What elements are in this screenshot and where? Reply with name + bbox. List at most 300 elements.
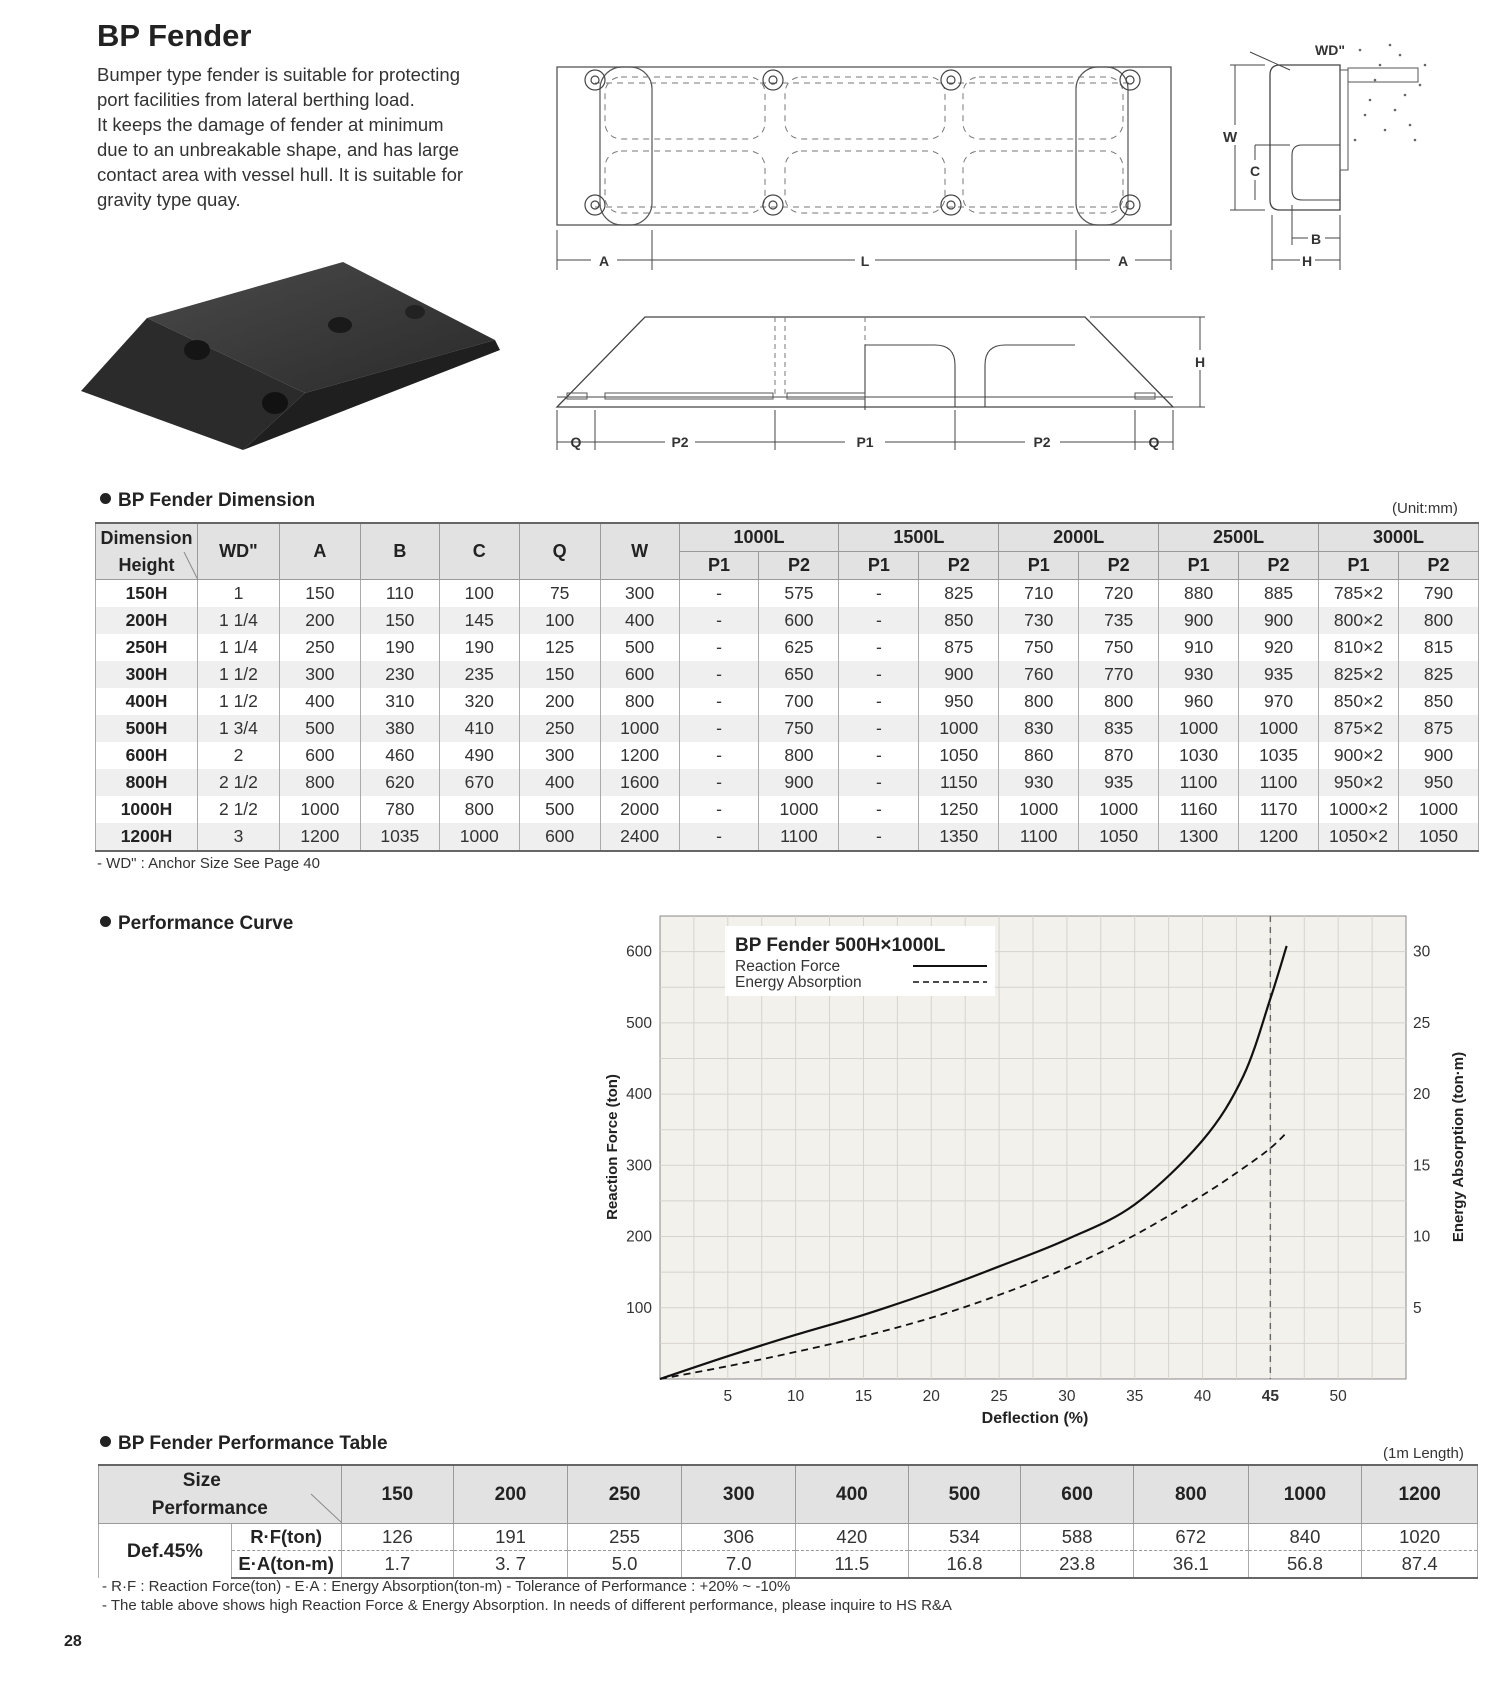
table-cell: 900: [919, 661, 999, 688]
y-tick-label: 100: [626, 1299, 652, 1317]
x-tick-label: 45: [1261, 1388, 1279, 1405]
table-cell: 600: [279, 742, 360, 769]
table-cell: 825×2: [1319, 661, 1399, 688]
table-cell: 870: [1079, 742, 1159, 769]
table-cell: 400: [600, 607, 679, 634]
table-cell: 900: [1159, 607, 1239, 634]
x-tick-label: 20: [922, 1388, 940, 1405]
table-cell: 875: [919, 634, 999, 661]
rf-label: R·F(ton): [231, 1524, 341, 1551]
table-cell: 760: [999, 661, 1079, 688]
description-line: due to an unbreakable shape, and has large: [97, 139, 460, 160]
page-title: BP Fender: [97, 18, 252, 53]
table-cell: -: [679, 688, 759, 715]
corner-bottom-label: Performance: [151, 1497, 268, 1519]
table-cell: 1050: [1398, 823, 1478, 851]
table-cell: 1350: [919, 823, 999, 851]
subheader-p2: P2: [1239, 552, 1319, 580]
size-header: 200: [454, 1465, 568, 1524]
dimension-unit: (Unit:mm): [1392, 500, 1458, 517]
subheader-p2: P2: [1079, 552, 1159, 580]
table-cell: 750: [1079, 634, 1159, 661]
y-tick-label: 600: [626, 943, 652, 961]
table-cell: 800: [279, 769, 360, 796]
table-cell: 620: [360, 769, 439, 796]
row-height-label: 800H: [96, 769, 198, 796]
legend-label-reaction-force: Reaction Force: [735, 958, 841, 975]
table-cell: 780: [360, 796, 439, 823]
table-cell: 490: [439, 742, 519, 769]
table-cell: 930: [999, 769, 1079, 796]
table-cell: 1160: [1159, 796, 1239, 823]
table-cell: 1150: [919, 769, 999, 796]
subheader-p1: P1: [679, 552, 759, 580]
row-height-label: 200H: [96, 607, 198, 634]
table-cell: 110: [360, 580, 439, 608]
ea-value: 3. 7: [454, 1551, 568, 1579]
table-cell: 1000: [1398, 796, 1478, 823]
table-cell: 1050: [1079, 823, 1159, 851]
x-tick-label: 5: [723, 1388, 733, 1405]
table-cell: -: [839, 796, 919, 823]
table-cell: 1200: [1239, 823, 1319, 851]
table-cell: 1000: [1079, 796, 1159, 823]
table-cell: 1 1/2: [197, 688, 279, 715]
table-cell: -: [839, 634, 919, 661]
column-header: A: [279, 523, 360, 580]
table-cell: 960: [1159, 688, 1239, 715]
table-cell: 1 1/4: [197, 607, 279, 634]
table-cell: 125: [519, 634, 600, 661]
fender-product-image: [75, 255, 505, 455]
description-line: It keeps the damage of fender at minimum: [97, 114, 444, 135]
table-cell: -: [679, 580, 759, 608]
table-cell: 800: [759, 742, 839, 769]
row-height-label: 250H: [96, 634, 198, 661]
table-cell: 300: [279, 661, 360, 688]
table-cell: 880: [1159, 580, 1239, 608]
subheader-p1: P1: [839, 552, 919, 580]
table-cell: -: [679, 742, 759, 769]
dimension-header-row: [96, 523, 1479, 552]
table-cell: 250: [279, 634, 360, 661]
table-cell: -: [679, 796, 759, 823]
rf-value: 588: [1021, 1524, 1134, 1551]
table-cell: 1 1/4: [197, 634, 279, 661]
table-cell: 1035: [1239, 742, 1319, 769]
rf-value: 126: [341, 1524, 454, 1551]
x-tick-label: 25: [990, 1388, 1008, 1405]
y2-tick-label: 10: [1413, 1228, 1431, 1246]
dimension-table-body: [96, 580, 1479, 852]
y-tick-label: 500: [626, 1014, 652, 1032]
table-cell: 850: [1398, 688, 1478, 715]
table-row: [96, 661, 1479, 688]
table-cell: 1200: [600, 742, 679, 769]
corner-top-label: Size: [182, 1469, 221, 1491]
table-cell: 2: [197, 742, 279, 769]
row-height-label: 400H: [96, 688, 198, 715]
table-cell: 700: [759, 688, 839, 715]
table-cell: -: [839, 742, 919, 769]
rf-value: 672: [1133, 1524, 1248, 1551]
table-cell: 1035: [360, 823, 439, 851]
table-cell: 1100: [759, 823, 839, 851]
table-cell: -: [839, 607, 919, 634]
row-height-label: 1200H: [96, 823, 198, 851]
table-cell: 500: [279, 715, 360, 742]
table-cell: 935: [1079, 769, 1159, 796]
ea-value: 23.8: [1021, 1551, 1134, 1579]
row-height-label: 500H: [96, 715, 198, 742]
table-cell: 235: [439, 661, 519, 688]
table-cell: -: [839, 769, 919, 796]
table-cell: 875×2: [1319, 715, 1399, 742]
subheader-p2: P2: [1398, 552, 1478, 580]
deflection-label: Def.45%: [99, 1524, 232, 1579]
dimension-table: [95, 522, 1479, 852]
table-cell: -: [679, 769, 759, 796]
table-cell: 825: [1398, 661, 1478, 688]
dim-label: H: [1195, 354, 1205, 370]
performance-section-title: BP Fender Performance Table: [100, 1433, 388, 1455]
table-cell: 575: [759, 580, 839, 608]
table-row: [96, 580, 1479, 608]
rf-value: 306: [682, 1524, 796, 1551]
group-header: 3000L: [1319, 523, 1479, 552]
dim-label: Q: [1148, 434, 1160, 450]
table-cell: 500: [600, 634, 679, 661]
table-cell: 950: [919, 688, 999, 715]
table-cell: 950: [1398, 769, 1478, 796]
top-view-drawing: [545, 55, 1185, 280]
table-cell: -: [839, 580, 919, 608]
y2-tick-label: 5: [1413, 1299, 1422, 1317]
performance-row-rf: [99, 1524, 1478, 1551]
dim-label: C: [1250, 163, 1261, 179]
table-cell: 190: [439, 634, 519, 661]
table-cell: 410: [439, 715, 519, 742]
dim-label: P1: [856, 434, 874, 450]
table-cell: 815: [1398, 634, 1478, 661]
table-cell: 1250: [919, 796, 999, 823]
table-row: [96, 715, 1479, 742]
table-cell: 100: [519, 607, 600, 634]
subheader-p2: P2: [759, 552, 839, 580]
table-cell: 860: [999, 742, 1079, 769]
table-cell: 400: [279, 688, 360, 715]
y2-tick-label: 30: [1413, 943, 1431, 961]
column-header: B: [360, 523, 439, 580]
table-cell: 230: [360, 661, 439, 688]
table-cell: 1600: [600, 769, 679, 796]
table-cell: 300: [600, 580, 679, 608]
group-header: 2500L: [1159, 523, 1319, 552]
performance-header-row: [99, 1465, 1478, 1524]
rf-value: 534: [908, 1524, 1021, 1551]
table-cell: 2400: [600, 823, 679, 851]
size-header: 150: [341, 1465, 454, 1524]
corner-bottom-label: Height: [118, 554, 175, 575]
table-cell: 850: [919, 607, 999, 634]
group-header: 1500L: [839, 523, 999, 552]
table-cell: 400: [519, 769, 600, 796]
subheader-p1: P1: [1319, 552, 1399, 580]
ea-value: 1.7: [341, 1551, 454, 1579]
table-cell: 800: [1398, 607, 1478, 634]
rf-value: 191: [454, 1524, 568, 1551]
table-cell: 150: [360, 607, 439, 634]
table-cell: 730: [999, 607, 1079, 634]
side-view-drawing: [1210, 30, 1460, 275]
x-tick-label: 50: [1329, 1388, 1347, 1405]
table-cell: 800: [600, 688, 679, 715]
subheader-p1: P1: [999, 552, 1079, 580]
column-header: Q: [519, 523, 600, 580]
table-cell: 310: [360, 688, 439, 715]
table-cell: 2 1/2: [197, 796, 279, 823]
table-cell: 710: [999, 580, 1079, 608]
table-cell: 900×2: [1319, 742, 1399, 769]
table-cell: -: [839, 661, 919, 688]
row-height-label: 600H: [96, 742, 198, 769]
size-header: 250: [567, 1465, 682, 1524]
table-cell: -: [839, 823, 919, 851]
table-cell: 770: [1079, 661, 1159, 688]
row-height-label: 1000H: [96, 796, 198, 823]
dim-label: P2: [671, 434, 689, 450]
dim-label: WD": [1315, 42, 1345, 58]
table-cell: 1000: [759, 796, 839, 823]
performance-note: - R·F : Reaction Force(ton) - E·A : Energy Absorption(ton-m) - Tolerance of Performance : +20% ~ -10%: [102, 1578, 791, 1595]
table-cell: 825: [919, 580, 999, 608]
table-cell: 1000: [600, 715, 679, 742]
subheader-p2: P2: [919, 552, 999, 580]
description-line: port facilities from lateral berthing load.: [97, 89, 415, 110]
subheader-p1: P1: [1159, 552, 1239, 580]
table-row: [96, 742, 1479, 769]
table-cell: 750: [759, 715, 839, 742]
table-cell: 600: [519, 823, 600, 851]
table-cell: 3: [197, 823, 279, 851]
table-cell: 190: [360, 634, 439, 661]
table-cell: -: [679, 634, 759, 661]
y2-axis-label: Energy Absorption (ton·m): [1450, 1051, 1467, 1243]
table-cell: 150: [279, 580, 360, 608]
dim-label: P2: [1033, 434, 1051, 450]
dim-label: A: [1117, 253, 1129, 269]
table-cell: 900: [1239, 607, 1319, 634]
description-line: Bumper type fender is suitable for protecting: [97, 64, 460, 85]
table-cell: 1 3/4: [197, 715, 279, 742]
performance-note: - The table above shows high Reaction Force & Energy Absorption. In needs of different performance, please inquire to HS R&A: [102, 1597, 952, 1614]
table-cell: 720: [1079, 580, 1159, 608]
table-cell: 735: [1079, 607, 1159, 634]
table-cell: -: [839, 715, 919, 742]
row-height-label: 300H: [96, 661, 198, 688]
performance-row-ea: [99, 1551, 1478, 1579]
description-line: contact area with vessel hull. It is suitable for: [97, 164, 464, 185]
table-cell: -: [679, 715, 759, 742]
table-cell: -: [679, 661, 759, 688]
curve-section-title: Performance Curve: [100, 913, 293, 935]
table-cell: 970: [1239, 688, 1319, 715]
size-header: 600: [1021, 1465, 1134, 1524]
ea-label: E·A(ton-m): [231, 1551, 341, 1579]
rf-value: 420: [796, 1524, 909, 1551]
table-cell: 460: [360, 742, 439, 769]
table-cell: 1030: [1159, 742, 1239, 769]
chart-title: BP Fender 500H×1000L: [735, 935, 946, 956]
table-cell: 1050: [919, 742, 999, 769]
column-header: WD": [197, 523, 279, 580]
table-cell: -: [679, 823, 759, 851]
table-row: [96, 796, 1479, 823]
y2-tick-label: 15: [1413, 1157, 1431, 1175]
performance-corner-cell: [99, 1465, 342, 1524]
y-axis-label: Reaction Force (ton): [604, 1074, 621, 1220]
rf-value: 255: [567, 1524, 682, 1551]
table-cell: 900: [1398, 742, 1478, 769]
table-row: [96, 823, 1479, 851]
table-cell: 1: [197, 580, 279, 608]
dim-label: A: [598, 253, 610, 269]
table-cell: 1100: [1159, 769, 1239, 796]
table-cell: 250: [519, 715, 600, 742]
dimension-section-title: BP Fender Dimension: [100, 490, 315, 512]
dim-label: B: [1310, 231, 1322, 247]
table-cell: 790: [1398, 580, 1478, 608]
table-cell: 1100: [999, 823, 1079, 851]
table-cell: 600: [759, 607, 839, 634]
ea-value: 36.1: [1133, 1551, 1248, 1579]
size-header: 400: [796, 1465, 909, 1524]
dim-label: Q: [570, 434, 582, 450]
size-header: 1200: [1362, 1465, 1478, 1524]
table-cell: 935: [1239, 661, 1319, 688]
rf-value: 840: [1248, 1524, 1362, 1551]
table-cell: 300: [519, 742, 600, 769]
table-cell: 1300: [1159, 823, 1239, 851]
x-tick-label: 35: [1126, 1388, 1144, 1405]
table-cell: 830: [999, 715, 1079, 742]
table-cell: 800: [1079, 688, 1159, 715]
column-header: C: [439, 523, 519, 580]
dim-label: W: [1223, 129, 1238, 146]
y-tick-label: 400: [626, 1086, 652, 1104]
ea-value: 16.8: [908, 1551, 1021, 1579]
table-cell: 150: [519, 661, 600, 688]
table-cell: 950×2: [1319, 769, 1399, 796]
table-cell: 800×2: [1319, 607, 1399, 634]
table-cell: 920: [1239, 634, 1319, 661]
table-cell: 1000: [919, 715, 999, 742]
table-cell: 750: [999, 634, 1079, 661]
table-cell: 1000: [1239, 715, 1319, 742]
table-cell: 380: [360, 715, 439, 742]
table-cell: 1000: [279, 796, 360, 823]
performance-table: [98, 1464, 1478, 1579]
dimension-footnote: - WD" : Anchor Size See Page 40: [97, 855, 320, 872]
table-cell: 1 1/2: [197, 661, 279, 688]
product-description: [97, 62, 517, 212]
y2-tick-label: 25: [1413, 1014, 1431, 1032]
table-cell: 850×2: [1319, 688, 1399, 715]
table-cell: 600: [600, 661, 679, 688]
table-cell: 835: [1079, 715, 1159, 742]
table-cell: 200: [519, 688, 600, 715]
table-cell: 200: [279, 607, 360, 634]
table-row: [96, 634, 1479, 661]
x-tick-label: 15: [854, 1388, 873, 1405]
table-cell: 75: [519, 580, 600, 608]
column-header: W: [600, 523, 679, 580]
table-cell: 650: [759, 661, 839, 688]
table-row: [96, 688, 1479, 715]
performance-chart: [595, 910, 1475, 1435]
table-row: [96, 769, 1479, 796]
size-header: 500: [908, 1465, 1021, 1524]
table-cell: 2 1/2: [197, 769, 279, 796]
table-cell: 930: [1159, 661, 1239, 688]
table-cell: 1000×2: [1319, 796, 1399, 823]
x-tick-label: 30: [1058, 1388, 1076, 1405]
x-tick-label: 40: [1193, 1388, 1212, 1405]
table-cell: 1000: [999, 796, 1079, 823]
description-line: gravity type quay.: [97, 189, 241, 210]
table-cell: 875: [1398, 715, 1478, 742]
performance-unit: (1m Length): [1383, 1445, 1464, 1462]
table-cell: 910: [1159, 634, 1239, 661]
dim-label: H: [1301, 253, 1313, 269]
table-cell: 1170: [1239, 796, 1319, 823]
table-cell: -: [839, 688, 919, 715]
ea-value: 87.4: [1362, 1551, 1478, 1579]
table-cell: 1050×2: [1319, 823, 1399, 851]
table-row: [96, 607, 1479, 634]
dim-label: L: [860, 253, 870, 269]
y-tick-label: 300: [626, 1157, 652, 1175]
ea-value: 7.0: [682, 1551, 796, 1579]
front-view-drawing: [545, 305, 1205, 460]
table-cell: 1000: [439, 823, 519, 851]
dimension-corner-cell: [96, 523, 198, 580]
page-number: 28: [64, 1633, 82, 1650]
table-cell: 785×2: [1319, 580, 1399, 608]
table-cell: 500: [519, 796, 600, 823]
size-header: 300: [682, 1465, 796, 1524]
size-header: 800: [1133, 1465, 1248, 1524]
table-cell: 145: [439, 607, 519, 634]
group-header: 2000L: [999, 523, 1159, 552]
table-cell: 100: [439, 580, 519, 608]
row-height-label: 150H: [96, 580, 198, 608]
table-cell: 885: [1239, 580, 1319, 608]
rf-value: 1020: [1362, 1524, 1478, 1551]
table-cell: 800: [999, 688, 1079, 715]
ea-value: 5.0: [567, 1551, 682, 1579]
table-cell: -: [679, 607, 759, 634]
y-tick-label: 200: [626, 1228, 652, 1246]
group-header: 1000L: [679, 523, 839, 552]
x-axis-label: Deflection (%): [981, 1410, 1089, 1427]
table-cell: 320: [439, 688, 519, 715]
table-cell: 670: [439, 769, 519, 796]
x-tick-label: 10: [787, 1388, 805, 1405]
legend-label-energy-absorption: Energy Absorption: [735, 974, 862, 991]
table-cell: 1100: [1239, 769, 1319, 796]
ea-value: 11.5: [796, 1551, 909, 1579]
